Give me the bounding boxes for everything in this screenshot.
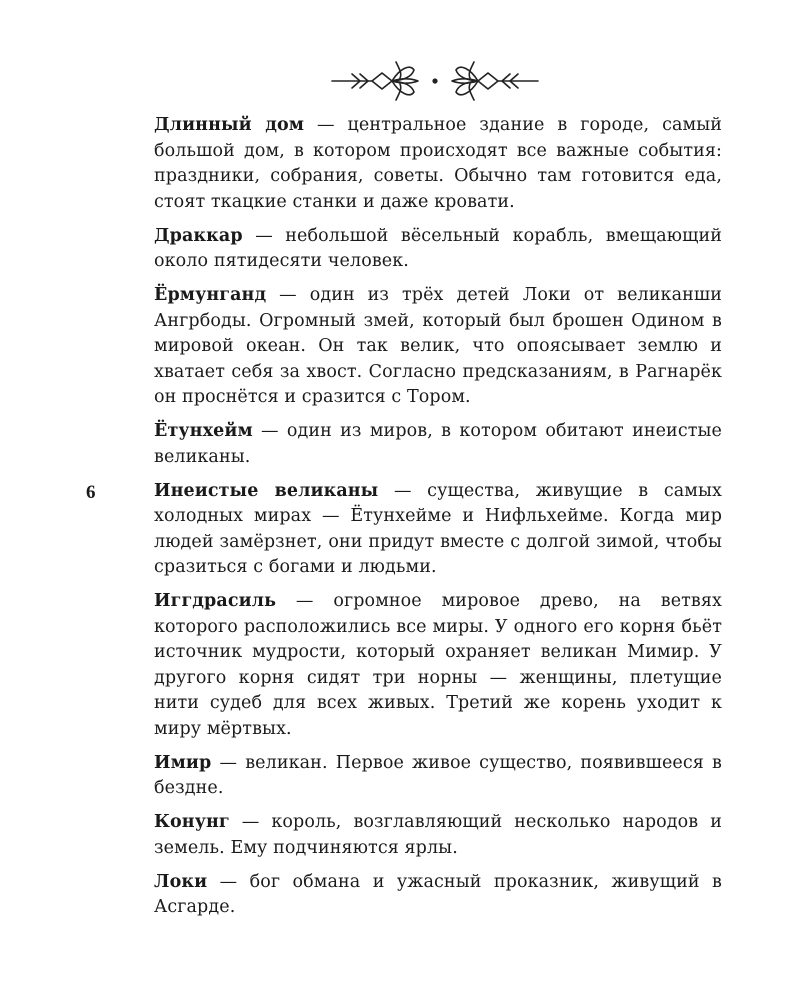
decorative-vignette-icon	[330, 56, 540, 106]
glossary-definition: — один из миров, в котором обитают инеистые великаны.	[154, 421, 722, 467]
glossary-term: Инеистые великаны	[154, 480, 379, 501]
glossary-entry	[154, 479, 722, 581]
glossary-term: Конунг	[154, 812, 230, 832]
glossary-entry	[154, 224, 722, 275]
glossary-entry	[154, 419, 722, 470]
glossary-definition: — центральное здание в городе, самый большой дом, в котором происходят все важные события: праздники, собрания, советы. Обычно там готовится еда, стоят ткацкие станки и даже кровати.	[154, 115, 723, 212]
glossary-entry	[154, 870, 722, 921]
glossary-term: Ёрмунганд	[154, 285, 267, 305]
glossary-definition: — существа, живущие в самых холодных мирах — Ётунхейме и Нифльхейме. Когда мир людей замёрзнет, они придут вместе с долгой зимой, чтобы сразиться с богами и людьми.	[154, 480, 722, 577]
glossary-entry	[154, 113, 722, 215]
glossary-entry	[154, 810, 722, 861]
glossary-entry	[154, 589, 722, 742]
glossary-definition: — великан. Первое живое существо, появившееся в бездне.	[154, 752, 722, 798]
glossary-term: Иггдрасиль	[154, 591, 277, 611]
glossary-entry	[154, 751, 722, 802]
glossary-entry	[154, 283, 722, 411]
glossary-definition: — бог обмана и ужасный проказник, живущий в Асгарде.	[154, 871, 722, 917]
glossary-term: Имир	[154, 752, 212, 773]
glossary-term: Ётунхейм	[154, 421, 253, 441]
page-number: 6	[86, 482, 96, 503]
glossary-definition: — один из трёх детей Локи от великанши Ангрбоды. Огромный змей, который был брошен Одином в мировой океан. Он так велик, что опоясывает землю и хватает себя за хвост. Согласно предсказаниям, в Рагнарёк он проснётся и сразится с Тором.	[154, 285, 722, 407]
glossary-term: Драккар	[154, 225, 243, 246]
glossary-term: Локи	[154, 871, 208, 892]
glossary-definition: — король, возглавляющий несколько народов и земель. Ему подчиняются ярлы.	[154, 812, 722, 858]
glossary-term: Длинный дом	[154, 115, 305, 135]
glossary-definition: — небольшой вёсельный корабль, вмещающий около пятидесяти человек.	[154, 225, 722, 271]
glossary-definition: — огромное мировое древо, на ветвях которого расположились все миры. У одного его корня бьёт источник мудрости, который охраняет великан Мимир. У другого корня сидят три норны — женщины, плетущие нити судеб для всех живых. Третий же корень уходит к миру мёртвых.	[154, 591, 722, 739]
glossary	[154, 113, 722, 929]
